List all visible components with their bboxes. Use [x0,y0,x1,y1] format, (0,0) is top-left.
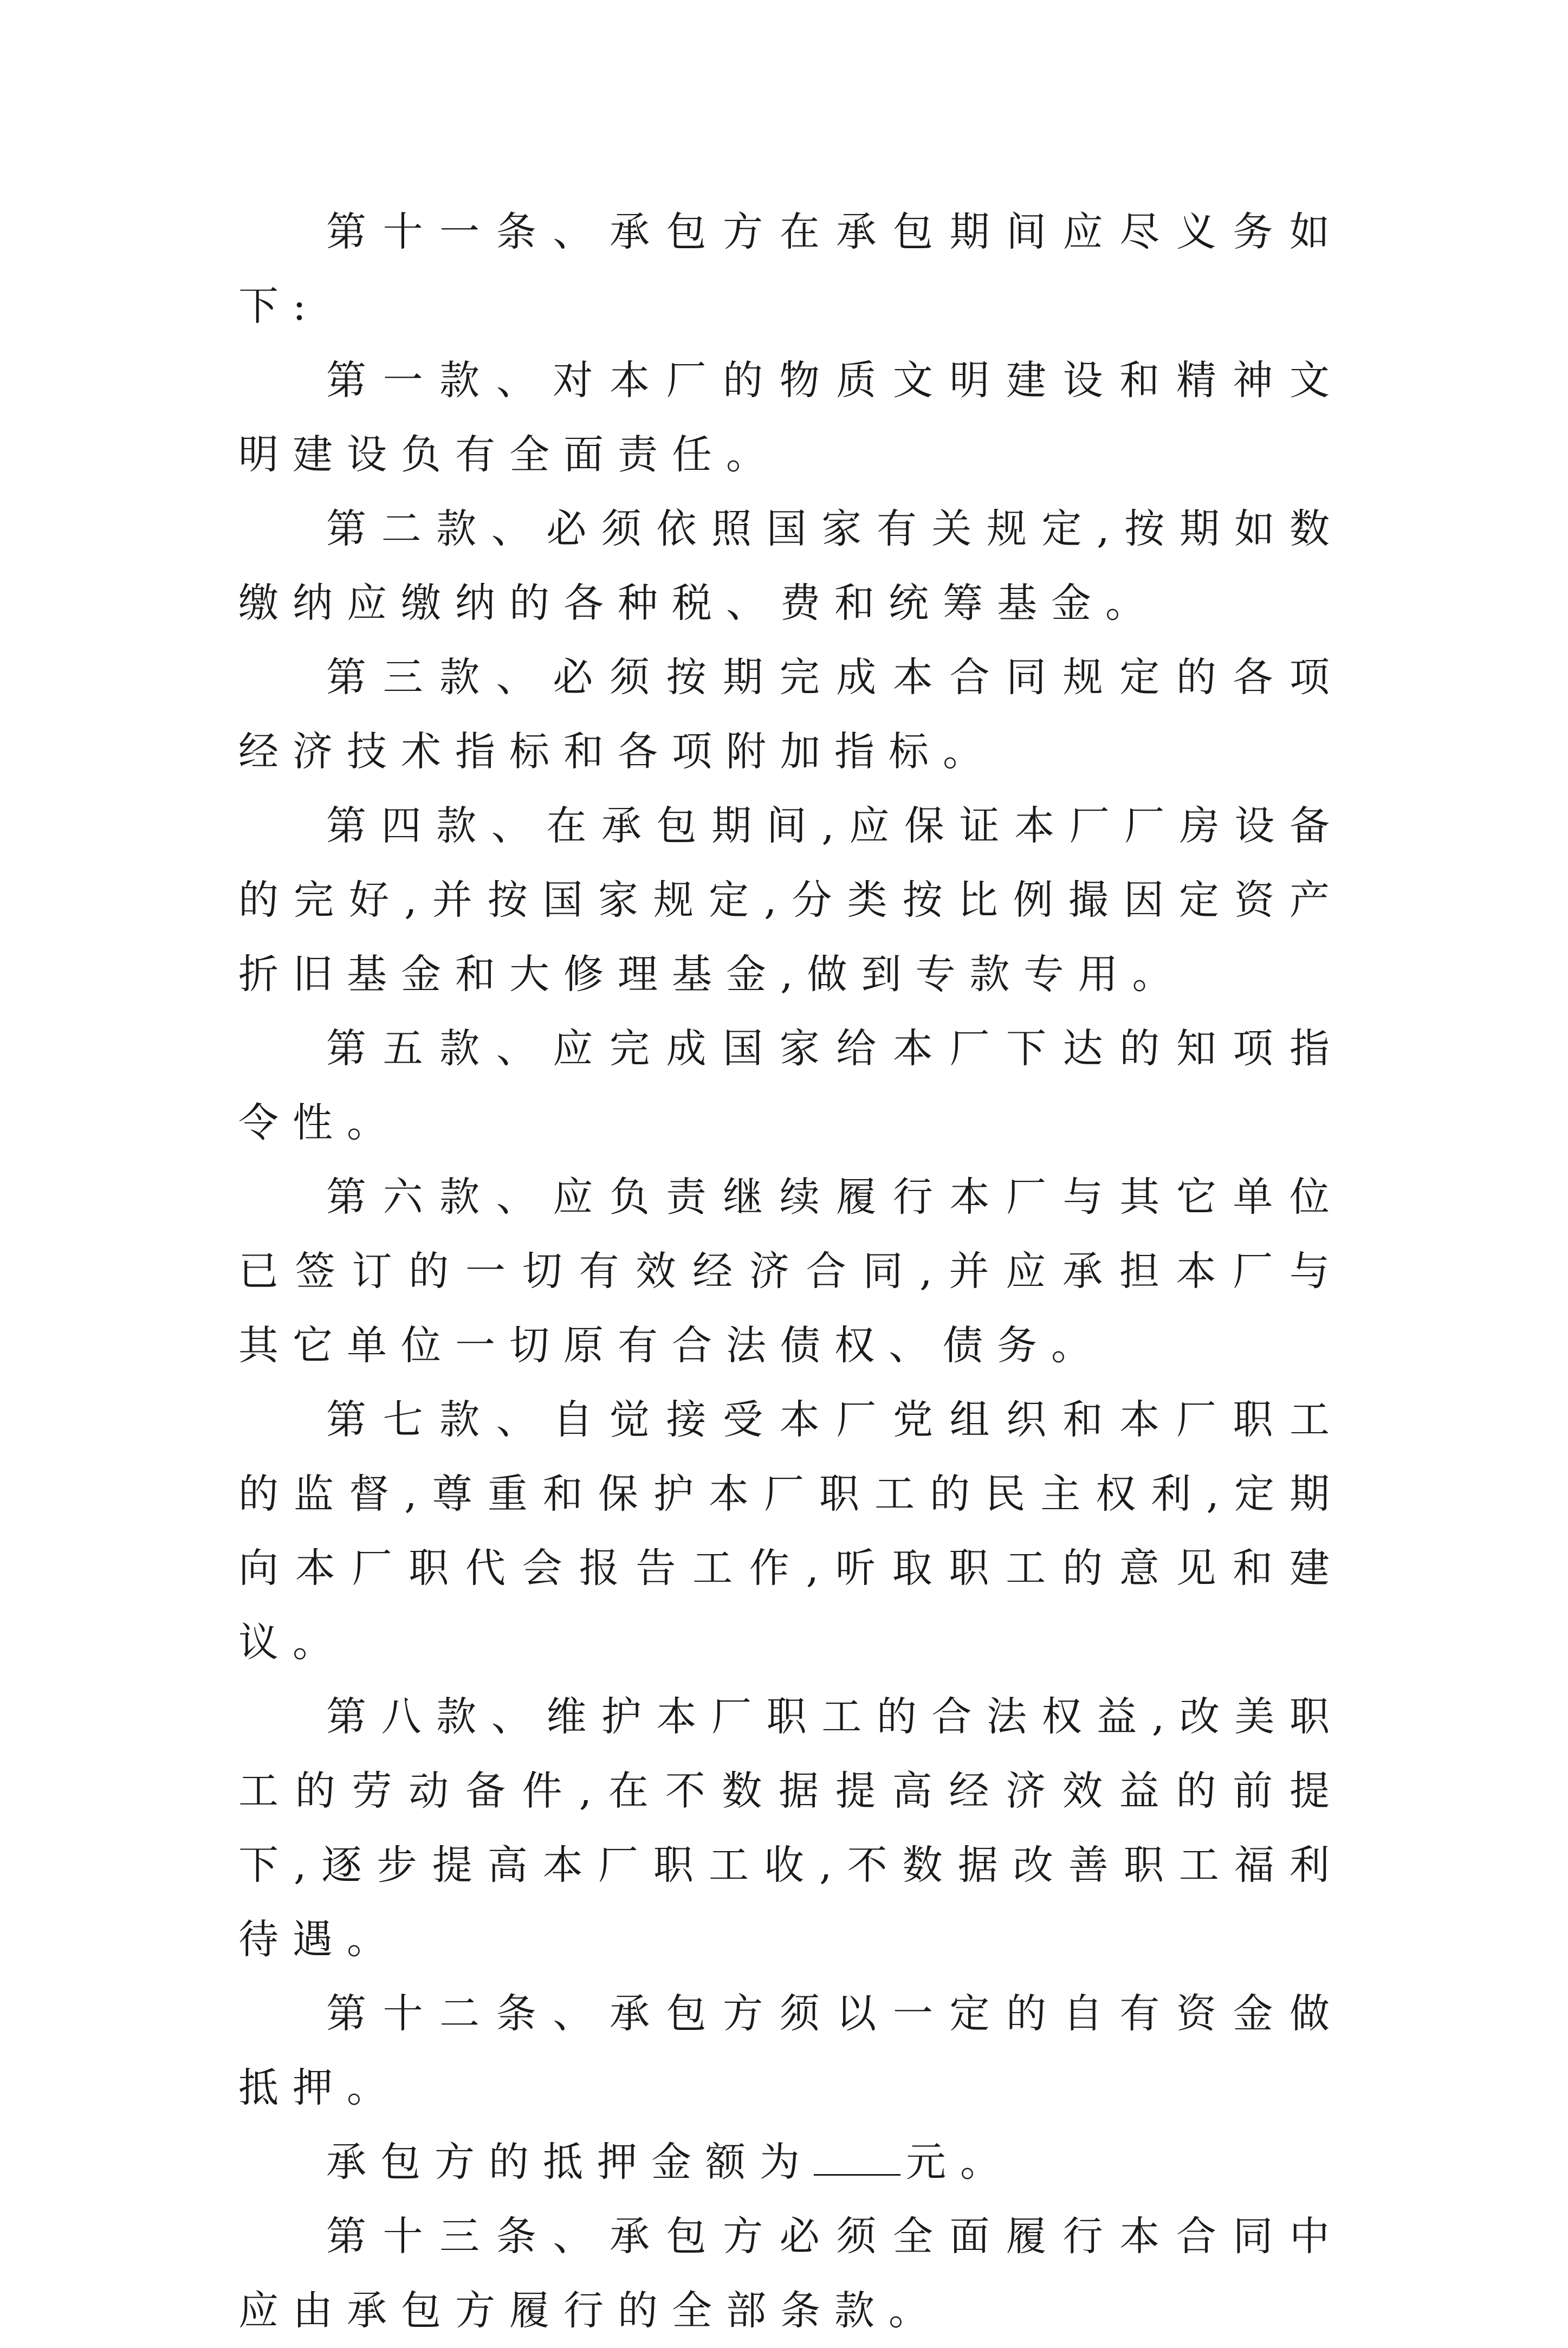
clause-11-item-7: 第七款、自觉接受本厂党组织和本厂职工的监督,尊重和保护本厂职工的民主权利,定期向本厂职代会报告工作,听取职工的意见和建议。 [238,1396,1344,1666]
clause-11-item-2: 第二款、必须依照国家有关规定,按期如数缴纳应缴纳的各种税、费和统筹基金。 [238,506,1344,626]
deposit-prefix: 承包方的抵押金额为 [326,2139,814,2185]
clause-11-item-1: 第一款、对本厂的物质文明建设和精神文明建设负有全面责任。 [238,357,1344,478]
clause-11-item-8: 第八款、维护本厂职工的合法权益,改美职工的劳动备件,在不数据提高经济效益的前提下,逐步提高本厂职工收,不数据改善职工福利待遇。 [238,1693,1344,1963]
clause-13: 第十三条、承包方必须全面履行本合同中应由承包方履行的全部条款。 [238,2213,1344,2334]
document-body [238,195,1344,2348]
deposit-suffix: 元。 [906,2139,1014,2185]
clause-12: 第十二条、承包方须以一定的自有资金做抵押。 [238,1990,1344,2111]
deposit-amount-line [238,2125,1344,2200]
clause-11-item-5: 第五款、应完成国家给本厂下达的知项指令性。 [238,1025,1344,1146]
clause-11-item-4: 第四款、在承包期间,应保证本厂厂房设备的完好,并按国家规定,分类按比例撮因定资产折旧基金和大修理基金,做到专款专用。 [238,803,1344,998]
clause-11-item-6: 第六款、应负责继续履行本厂与其它单位已签订的一切有效经济合同,并应承担本厂与其它单位一切原有合法债权、债务。 [238,1174,1344,1369]
clause-11-item-3: 第三款、必须按期完成本合同规定的各项经济技术指标和各项附加指标。 [238,654,1344,775]
deposit-amount-blank [814,2144,900,2176]
clause-11: 第十一条、承包方在承包期间应尽义务如下: [238,209,1344,329]
